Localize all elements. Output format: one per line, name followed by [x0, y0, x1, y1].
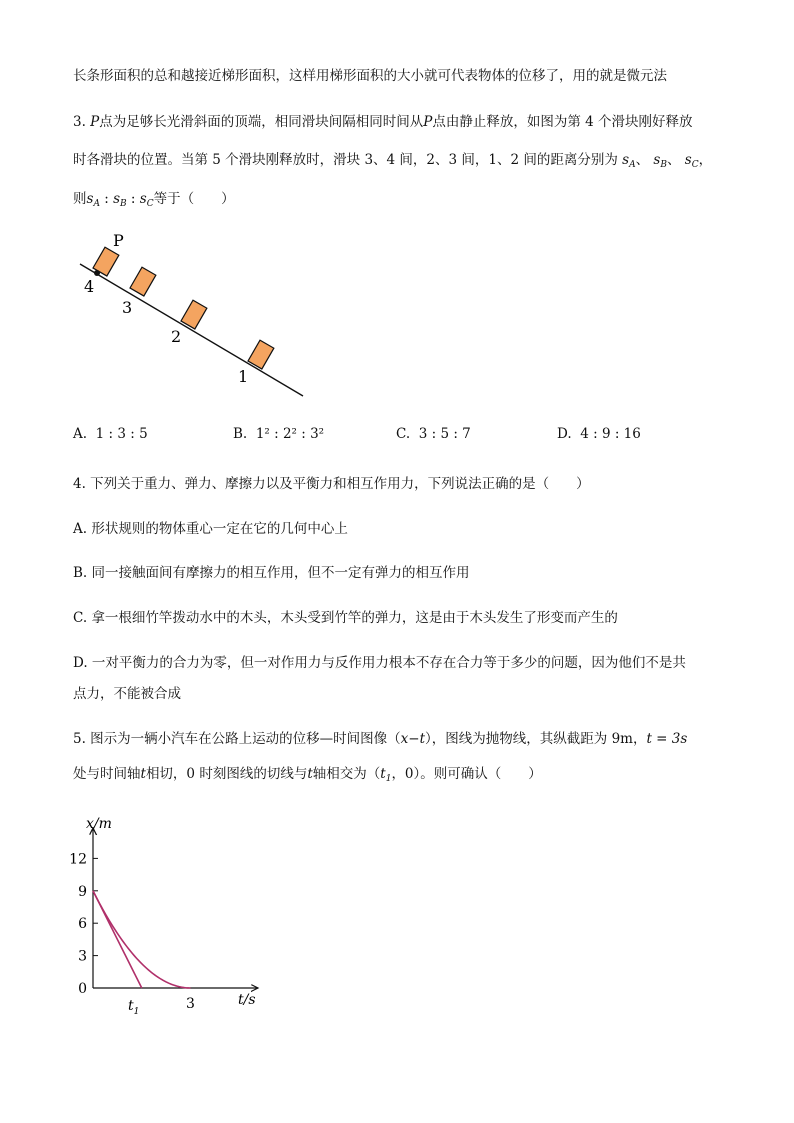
block-1 [248, 340, 274, 369]
label-1: 1 [238, 367, 249, 386]
q4-stem: 4. 下列关于重力、弹力、摩擦力以及平衡力和相互作用力，下列说法正确的是（ ） [73, 476, 590, 492]
q4-option-b[interactable]: B. 同一接触面间有摩擦力的相互作用，但不一定有弹力的相互作用 [73, 565, 470, 581]
q3-option-b[interactable]: B. 1² : 2² : 3² [233, 426, 325, 442]
y-ticks [69, 851, 98, 997]
x-tick-t1: $t_1$ [128, 998, 140, 1015]
y-tick-label: 9 [78, 883, 87, 900]
tangent-line-series [93, 891, 142, 988]
block-2 [181, 300, 207, 329]
q4-option-d-cont: 点力，不能被合成 [73, 686, 181, 702]
q4-option-a[interactable]: A. 形状规则的物体重心一定在它的几何中心上 [73, 521, 348, 537]
q3-option-d[interactable]: D. 4 : 9 : 16 [557, 426, 641, 442]
y-tick-label: 6 [78, 916, 87, 933]
q4-option-c[interactable]: C. 拿一根细竹竿拨动水中的木头，木头受到竹竿的弹力，这是由于木头发生了形变而产生的 [73, 610, 618, 626]
incline-figure [70, 228, 320, 408]
q4-option-d[interactable]: D. 一对平衡力的合力为零，但一对作用力与反作用力根本不存在合力等于多少的问题，因为他们不是共 [73, 655, 686, 671]
xt-chart [60, 810, 280, 1015]
y-tick-label: 3 [78, 948, 87, 965]
incline-line [80, 264, 303, 396]
q3-option-c[interactable]: C. 3 : 5 : 7 [396, 426, 471, 442]
q3-stem-line3: 则$s_A$ : $s_B$ : $s_C$等于（ ） [73, 191, 235, 209]
point-p [94, 270, 100, 276]
label-2: 2 [171, 327, 182, 346]
label-p: P [113, 231, 124, 250]
y-axis-label: x/m [86, 816, 112, 832]
x-tick-3: 3 [186, 996, 195, 1012]
parabola-series [93, 891, 191, 988]
q5-stem-line2: 处与时间轴t相切，0 时刻图线的切线与t轴相交为（$t_1$，0）。则可确认（ ） [73, 766, 542, 784]
y-tick-label: 12 [69, 851, 87, 868]
intro-line: 长条形面积的总和越接近梯形面积，这样用梯形面积的大小就可代表物体的位移了，用的就是微元法 [73, 68, 667, 84]
q5-stem-line1: 5. 图示为一辆小汽车在公路上运动的位移—时间图像（x−t），图线为抛物线，其纵截距为 9m，t = 3s [73, 731, 688, 747]
q3-option-a[interactable]: A. 1 : 3 : 5 [73, 426, 148, 442]
label-4: 4 [84, 277, 95, 296]
label-3: 3 [122, 298, 133, 317]
q3-stem-line1: 3. P点为足够长光滑斜面的顶端，相同滑块间隔相同时间从P点由静止释放，如图为第 4 个滑块刚好释放 [73, 114, 693, 130]
q3-stem-line2: 时各滑块的位置。当第 5 个滑块刚释放时，滑块 3、4 间，2、3 间，1、2 间的距离分别为 $s_A$、 $s_B$、 $s_C$， [73, 152, 713, 170]
x-axis-label: t/s [238, 992, 256, 1008]
block-3 [130, 267, 156, 296]
y-tick-label: 0 [78, 981, 87, 997]
